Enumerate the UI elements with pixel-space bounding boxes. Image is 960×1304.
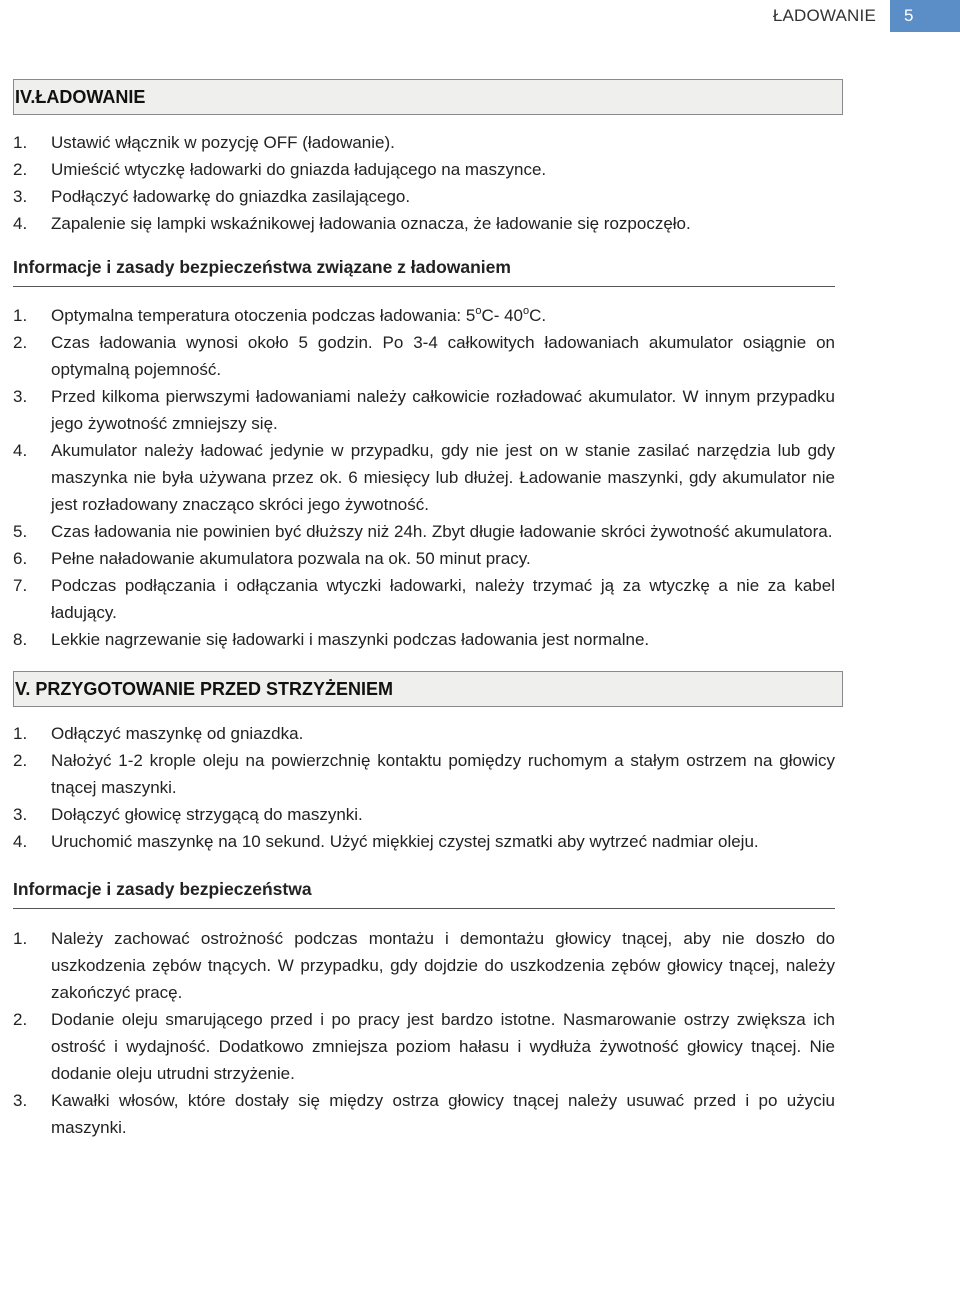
list-number: 4. xyxy=(13,832,28,851)
list-number: 2. xyxy=(13,1010,28,1029)
list-text: Uruchomić maszynkę na 10 sekund. Użyć miękkiej czystej szmatki aby wytrzeć nadmiar oleju. xyxy=(51,832,759,851)
list-item xyxy=(13,156,835,183)
page-number: 5 xyxy=(890,0,960,32)
list-item xyxy=(13,129,835,156)
list-number: 1. xyxy=(13,724,28,743)
list-text: Ustawić włącznik w pozycję OFF (ładowanie). xyxy=(51,133,395,152)
page-content xyxy=(13,79,835,1141)
degree-mark: o xyxy=(523,305,530,317)
list-item xyxy=(13,183,835,210)
list-item xyxy=(13,626,835,653)
section-heading-charging: IV.ŁADOWANIE xyxy=(13,79,843,115)
running-header xyxy=(773,0,960,32)
list-number: 3. xyxy=(13,805,28,824)
preparation-safety-heading: Informacje i zasady bezpieczeństwa xyxy=(13,877,835,909)
list-item xyxy=(13,828,835,855)
list-number: 1. xyxy=(13,133,28,152)
list-text: Podczas podłączania i odłączania wtyczki ładowarki, należy trzymać ją za wtyczkę a nie za kabel ładujący. xyxy=(51,576,835,622)
list-item xyxy=(13,1087,835,1141)
temperature-prefix: Optymalna temperatura otoczenia podczas ładowania: 5 xyxy=(51,306,476,325)
list-number: 2. xyxy=(13,333,28,352)
charging-safety-heading: Informacje i zasady bezpieczeństwa związane z ładowaniem xyxy=(13,255,835,287)
charging-steps-list xyxy=(13,129,835,237)
list-text: Dodanie oleju smarującego przed i po pracy jest bardzo istotne. Nasmarowanie ostrzy zwiększa ich ostrość i wydajność. Dodatkowo zmniejsza poziom hałasu i wydłuża żywotność głowicy tnącej. Nie dodanie oleju utrudni strzyżenie. xyxy=(51,1010,835,1083)
list-number: 4. xyxy=(13,214,28,233)
list-number: 8. xyxy=(13,630,28,649)
preparation-safety-list xyxy=(13,925,835,1141)
list-text: Przed kilkoma pierwszymi ładowaniami należy całkowicie rozładować akumulator. W innym przypadku jego żywotność zmniejszy się. xyxy=(51,387,835,433)
list-text: Dołączyć głowicę strzygącą do maszynki. xyxy=(51,805,363,824)
charging-safety-list xyxy=(13,302,835,653)
list-item xyxy=(13,437,835,518)
list-item xyxy=(13,518,835,545)
running-header-title: ŁADOWANIE xyxy=(772,6,876,25)
list-number: 2. xyxy=(13,160,28,179)
list-number: 6. xyxy=(13,549,28,568)
list-number: 4. xyxy=(13,441,28,460)
list-text: Pełne naładowanie akumulatora pozwala na ok. 50 minut pracy. xyxy=(51,549,531,568)
section-heading-preparation: V. PRZYGOTOWANIE PRZED STRZYŻENIEM xyxy=(13,671,843,707)
list-item xyxy=(13,302,835,329)
list-number: 5. xyxy=(13,522,28,541)
list-text: Należy zachować ostrożność podczas montażu i demontażu głowicy tnącej, aby nie doszło do uszkodzenia zębów tnących. W przypadku, gdy dojdzie do uszkodzenia zębów głowicy tnącej, należy zakończyć pracę. xyxy=(51,929,835,1002)
list-number: 7. xyxy=(13,576,28,595)
list-item xyxy=(13,329,835,383)
list-item xyxy=(13,747,835,801)
list-text: Zapalenie się lampki wskaźnikowej ładowania oznacza, że ładowanie się rozpoczęło. xyxy=(51,214,691,233)
list-item xyxy=(13,383,835,437)
list-text: Odłączyć maszynkę od gniazdka. xyxy=(51,724,304,743)
list-item xyxy=(13,1006,835,1087)
list-text: Umieścić wtyczkę ładowarki do gniazda ładującego na maszynce. xyxy=(51,160,547,179)
list-text: Kawałki włosów, które dostały się między ostrza głowicy tnącej należy usuwać przed i po użyciu maszynki. xyxy=(51,1091,835,1137)
list-text: Lekkie nagrzewanie się ładowarki i maszynki podczas ładowania jest normalne. xyxy=(51,630,650,649)
degree-mark: o xyxy=(475,305,482,317)
preparation-steps-list xyxy=(13,720,835,855)
list-number: 3. xyxy=(13,387,28,406)
temperature-middle: C- 40 xyxy=(481,306,524,325)
list-item xyxy=(13,210,835,237)
list-item xyxy=(13,545,835,572)
temperature-text xyxy=(51,302,835,329)
list-text: Nałożyć 1-2 krople oleju na powierzchnię kontaktu pomiędzy ruchomym a stałym ostrzem na głowicy tnącej maszynki. xyxy=(51,751,835,797)
list-item xyxy=(13,925,835,1006)
list-item xyxy=(13,801,835,828)
list-item xyxy=(13,572,835,626)
list-text: Podłączyć ładowarkę do gniazdka zasilającego. xyxy=(51,187,411,206)
list-text: Czas ładowania nie powinien być dłuższy niż 24h. Zbyt długie ładowanie skróci żywotność akumulatora. xyxy=(51,522,833,541)
list-number: 1. xyxy=(13,929,28,948)
list-number: 2. xyxy=(13,751,28,770)
list-item xyxy=(13,720,835,747)
list-number: 1. xyxy=(13,306,28,325)
temperature-suffix: C. xyxy=(529,306,547,325)
list-number: 3. xyxy=(13,187,28,206)
list-number: 3. xyxy=(13,1091,28,1110)
list-text: Czas ładowania wynosi około 5 godzin. Po 3-4 całkowitych ładowaniach akumulator osiągnie on optymalną pojemność. xyxy=(51,333,835,379)
list-text: Akumulator należy ładować jedynie w przypadku, gdy nie jest on w stanie zasilać narzędzia lub gdy maszynka nie była używana przez ok. 6 miesięcy lub dłużej. Ładowanie maszynki, gdy akumulator nie jest rozładowany znacząco skróci jego żywotność. xyxy=(51,441,835,514)
